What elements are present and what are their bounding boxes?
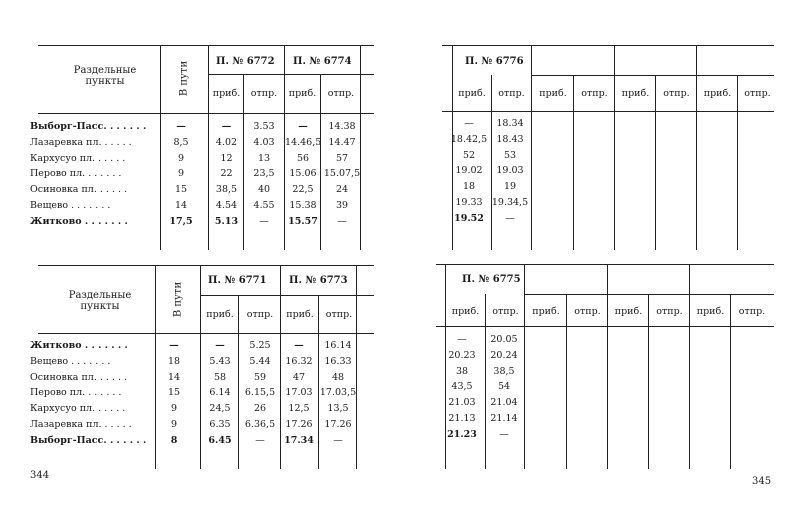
rule [696, 45, 697, 250]
arrival-cell: 20.23 [448, 349, 476, 361]
table-row [448, 212, 538, 226]
arrival-cell: 14.46,5 [285, 136, 322, 148]
departure-cell: 15.07,5 [323, 168, 361, 180]
departure-cell: 53 [503, 149, 517, 161]
arrival-header: приб. [621, 88, 650, 99]
arrival-cell: 6.35 [209, 419, 231, 430]
departure-header: отпр. [325, 309, 353, 320]
table-row [448, 164, 538, 178]
departure-cell: 17.26 [324, 419, 352, 430]
table-row [30, 167, 370, 181]
departure-cell: 5.44 [249, 355, 271, 367]
arrival-cell: 12,5 [288, 403, 310, 415]
column-header-distance: В пути [178, 60, 190, 97]
arrival-cell: 19.52 [454, 212, 484, 224]
departure-cell: 6.15,5 [244, 387, 276, 399]
table-row [30, 183, 370, 197]
station-name: Осиновка пл. . . . . . [30, 184, 128, 196]
table-row [30, 355, 370, 369]
departure-cell: 23,5 [253, 168, 275, 180]
arrival-header: приб. [451, 306, 480, 317]
arrival-cell: 5.43 [209, 355, 231, 367]
distance-cell: 14 [167, 371, 181, 383]
rule [38, 113, 374, 114]
arrival-cell: 19.02 [455, 165, 483, 177]
distance-cell: 9 [177, 152, 185, 164]
table-row [448, 196, 538, 210]
rule [566, 294, 567, 469]
rule [573, 75, 574, 250]
arrival-cell: 38,5 [215, 184, 238, 196]
table-row [440, 365, 530, 379]
departure-cell: 48 [331, 371, 345, 383]
arrival-cell: 12 [220, 152, 233, 164]
departure-cell: 14.38 [328, 121, 356, 132]
table-row [30, 199, 370, 213]
rule [655, 75, 656, 250]
departure-cell: 20.24 [490, 349, 518, 361]
departure-header: отпр. [581, 88, 608, 99]
arrival-cell: 17.34 [284, 434, 314, 446]
station-name: Кархусуо пл. . . . . . [30, 403, 126, 415]
station-name: Лазаревка пл. . . . . . [30, 419, 132, 430]
arrival-cell: 17.03 [285, 387, 313, 399]
table-row [30, 418, 370, 432]
column-header-stations: Раздельные пункты [68, 290, 132, 312]
arrival-header: приб. [286, 309, 314, 320]
station-name: Житково . . . . . . . [30, 215, 128, 227]
arrival-cell: 56 [296, 152, 310, 164]
departure-cell: 59 [253, 371, 267, 383]
departure-cell: 6.36,5 [244, 419, 276, 430]
departure-cell: 13,5 [327, 403, 349, 415]
departure-cell: 18.34 [496, 118, 524, 129]
column-header-distance: В пути [172, 281, 184, 318]
rule [442, 45, 774, 46]
departure-cell: 18.43 [496, 133, 524, 145]
arrival-cell: — [221, 121, 232, 132]
arrival-cell: 15.57 [288, 215, 318, 227]
arrival-cell: 38 [455, 365, 469, 377]
arrival-cell: 18.42,5 [450, 133, 488, 145]
departure-header: отпр. [744, 88, 771, 99]
distance-cell: 14 [174, 200, 188, 211]
arrival-cell: 15.38 [289, 200, 317, 211]
departure-cell: 21.04 [490, 397, 518, 409]
arrival-cell: 5.13 [214, 215, 239, 227]
table-row [448, 133, 538, 147]
distance-cell: 15 [174, 184, 188, 196]
station-name: Перово пл. . . . . . . [30, 168, 122, 180]
rule [648, 294, 649, 469]
station-name: Выборг-Пасс. . . . . . . [30, 434, 147, 446]
arrival-header: приб. [458, 88, 486, 99]
distance-cell: 8 [170, 434, 178, 446]
departure-cell: — [259, 215, 269, 227]
arrival-cell: 19.33 [455, 197, 483, 208]
departure-cell: — [505, 212, 515, 224]
departure-cell: 39 [335, 200, 349, 211]
arrival-header: приб. [206, 309, 234, 320]
departure-header: отпр. [498, 88, 525, 99]
arrival-header: приб. [696, 306, 725, 317]
table-row [30, 371, 370, 385]
table-row [448, 149, 538, 163]
rule [689, 264, 690, 469]
arrival-cell: 4.54 [215, 200, 238, 211]
rule [524, 294, 774, 295]
rule [737, 75, 738, 250]
station-name: Кархусуо пл. . . . . . [30, 152, 126, 164]
rule [436, 264, 774, 265]
departure-header: отпр. [246, 309, 274, 320]
table-row [440, 412, 530, 426]
arrival-cell: 15.06 [289, 168, 317, 180]
table-row [440, 428, 530, 442]
station-name: Перово пл. . . . . . . [30, 387, 122, 399]
arrival-cell: 21.23 [447, 428, 477, 440]
departure-cell: 40 [257, 184, 271, 196]
table-row [30, 136, 370, 150]
departure-cell: 16.14 [324, 340, 352, 351]
distance-cell: 9 [170, 403, 178, 415]
departure-cell: 16.33 [324, 355, 352, 367]
departure-header: отпр. [492, 306, 519, 317]
distance-cell: 9 [177, 168, 185, 180]
arrival-header: приб. [703, 88, 732, 99]
station-name: Лазаревка пл. . . . . . [30, 136, 132, 148]
distance-cell: 18 [167, 355, 181, 367]
arrival-cell: 21.13 [448, 413, 476, 424]
departure-cell: 5.25 [249, 340, 271, 351]
arrival-cell: 43,5 [451, 381, 473, 393]
rule [208, 74, 374, 75]
departure-cell: 14.47 [328, 136, 356, 148]
arrival-cell: — [457, 334, 467, 345]
arrival-cell: 6.45 [208, 434, 232, 446]
rule [607, 264, 608, 469]
arrival-cell: 47 [292, 371, 306, 383]
departure-cell: 17.03,5 [319, 387, 357, 399]
arrival-cell: — [298, 121, 308, 132]
arrival-header: приб. [288, 88, 317, 99]
departure-cell: — [499, 428, 509, 440]
distance-cell: 17,5 [169, 215, 193, 227]
train-number: П. № 6774 [293, 56, 352, 67]
arrival-cell: 58 [213, 371, 227, 383]
departure-cell: 21.14 [490, 413, 518, 424]
table-row [30, 339, 370, 353]
table-row [440, 396, 530, 410]
arrival-header: приб. [212, 88, 241, 99]
distance-cell: 15 [167, 387, 181, 399]
distance-cell: 8,5 [173, 136, 189, 148]
departure-cell: 19.34,5 [491, 197, 529, 208]
arrival-cell: 24,5 [209, 403, 231, 415]
rule [38, 265, 374, 266]
table-row [448, 180, 538, 194]
departure-cell: 13 [257, 152, 271, 164]
arrival-header: приб. [532, 306, 560, 317]
arrival-header: приб. [614, 306, 643, 317]
departure-header: отпр. [250, 88, 278, 99]
departure-header: отпр. [663, 88, 690, 99]
departure-cell: 19.03 [496, 165, 524, 177]
arrival-header: приб. [539, 88, 567, 99]
departure-cell: 38,5 [493, 365, 515, 377]
table-row [440, 333, 530, 347]
arrival-cell: 16.32 [285, 355, 313, 367]
train-number: П. № 6776 [465, 56, 524, 67]
train-number: П. № 6772 [216, 56, 275, 67]
departure-cell: — [255, 434, 265, 446]
arrival-cell: 52 [462, 149, 476, 161]
table-row [448, 117, 538, 131]
arrival-cell: — [294, 340, 304, 351]
station-name: Вещево . . . . . . . [30, 355, 111, 367]
rule [614, 45, 615, 250]
arrival-cell: — [215, 340, 225, 351]
train-number: П. № 6773 [289, 275, 348, 286]
rule [38, 45, 374, 46]
table-row [30, 215, 370, 229]
column-header-stations: Раздельные пункты [73, 65, 137, 87]
departure-cell: 54 [497, 381, 511, 393]
rule [38, 333, 374, 334]
arrival-cell: 17.26 [285, 419, 313, 430]
table-row [440, 349, 530, 363]
arrival-cell: 6.14 [209, 387, 231, 399]
arrival-cell: 22,5 [292, 184, 314, 196]
departure-cell: — [337, 215, 347, 227]
arrival-cell: 22 [220, 168, 233, 180]
distance-cell: — [176, 121, 186, 132]
arrival-cell: 21.03 [448, 397, 476, 409]
departure-header: отпр. [738, 306, 766, 317]
departure-cell: 19 [503, 181, 517, 193]
distance-cell: 9 [170, 419, 178, 430]
page-number: 345 [752, 476, 772, 487]
departure-cell: 3.53 [253, 121, 275, 132]
table-row [30, 402, 370, 416]
departure-header: отпр. [327, 88, 355, 99]
table-row [30, 120, 370, 134]
departure-cell: 20.05 [490, 334, 518, 345]
station-name: Выборг-Пасс. . . . . . . [30, 121, 147, 132]
station-name: Вещево . . . . . . . [30, 200, 111, 211]
departure-cell: 24 [335, 184, 349, 196]
station-name: Осиновка пл. . . . . . [30, 371, 128, 383]
departure-cell: 57 [335, 152, 349, 164]
station-name: Житково . . . . . . . [30, 340, 128, 351]
table-row [30, 434, 370, 448]
rule [436, 326, 774, 327]
train-number: П. № 6775 [462, 274, 521, 285]
table-row [440, 380, 530, 394]
departure-header: отпр. [574, 306, 601, 317]
departure-cell: 4.55 [253, 200, 275, 211]
train-number: П. № 6771 [208, 275, 267, 286]
distance-cell: — [169, 340, 179, 351]
table-row [30, 386, 370, 400]
page-number: 344 [30, 470, 50, 481]
arrival-cell: — [464, 118, 474, 129]
departure-header: отпр. [656, 306, 683, 317]
table-row [30, 152, 370, 166]
rule [730, 294, 731, 469]
departure-cell: 4.03 [253, 136, 275, 148]
arrival-cell: 18 [462, 181, 476, 193]
rule [200, 295, 374, 296]
arrival-cell: 4.02 [215, 136, 238, 148]
departure-cell: — [333, 434, 343, 446]
departure-cell: 26 [253, 403, 267, 415]
